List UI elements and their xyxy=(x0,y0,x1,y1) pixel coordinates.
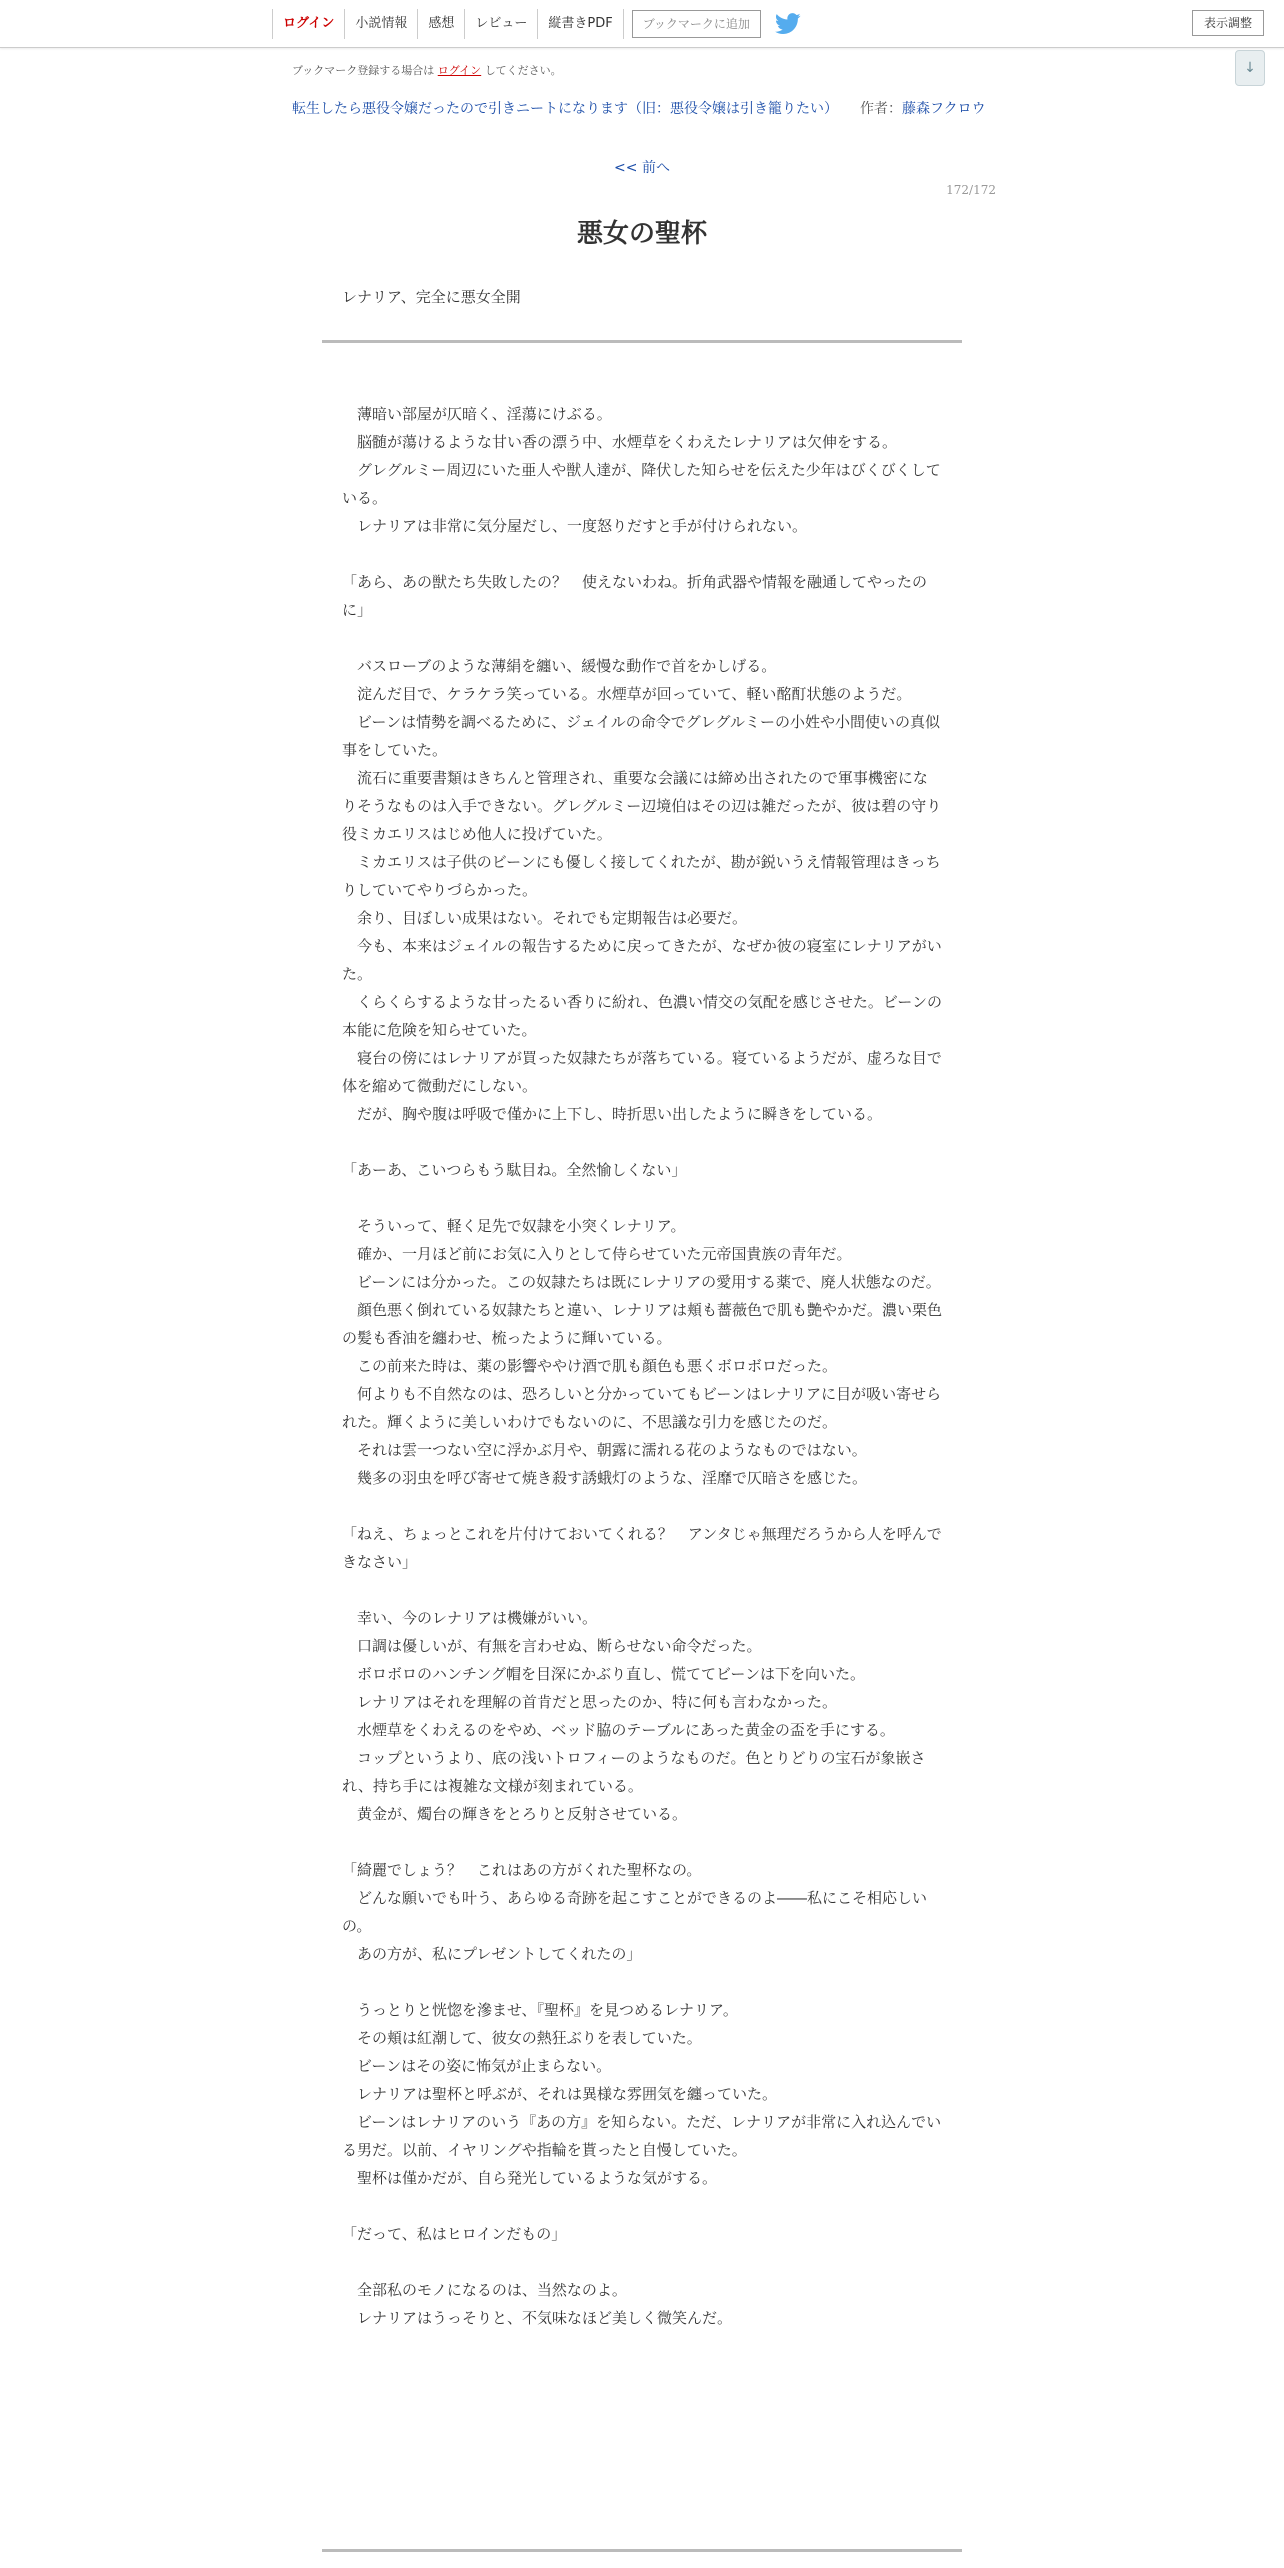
body-paragraph: だが、胸や腹は呼吸で僅かに上下し、時折思い出したように瞬きをしている。 xyxy=(342,1105,883,1123)
previous-chapter-link xyxy=(0,157,1284,177)
arrow-down-icon[interactable]: ↓ xyxy=(1235,50,1265,86)
blank-line xyxy=(342,1828,942,1856)
afterword-divider xyxy=(322,2549,962,2552)
preface-divider xyxy=(322,340,962,343)
body-paragraph: 「綺麗でしょう？ これはあの方がくれた聖杯なの。 xyxy=(342,1861,702,1879)
body-paragraph: 黄金が、燭台の輝きをとろりと反射させている。 xyxy=(342,1805,688,1823)
body-paragraph: 「あーあ、こいつらもう駄目ね。全然愉しくない」 xyxy=(342,1161,687,1179)
body-paragraph: ビーンはレナリアのいう『あの方』を知らない。ただ、レナリアが非常に入れ込んでいる男だ。以前、イヤリングや指輪を貰ったと自慢していた。 xyxy=(342,2113,942,2159)
body-paragraph: 薄暗い部屋が仄暗く、淫蕩にけぶる。 xyxy=(342,405,612,423)
body-paragraph: そういって、軽く足先で奴隷を小突くレナリア。 xyxy=(342,1217,686,1235)
blank-line xyxy=(342,2248,942,2276)
body-paragraph: ビーンはその姿に怖気が止まらない。 xyxy=(342,2057,612,2075)
blank-line xyxy=(342,624,942,652)
body-paragraph: それは雲一つない空に浮かぶ月や、朝露に濡れる花のようなものではない。 xyxy=(342,1441,867,1459)
body-paragraph: どんな願いでも叶う、あらゆる奇跡を起こすことができるのよ――私にこそ相応しいの。 xyxy=(342,1889,928,1935)
body-paragraph: 淀んだ目で、ケラケラ笑っている。水煙草が回っていて、軽い酩酊状態のようだ。 xyxy=(342,685,912,703)
body-paragraph: 寝台の傍にはレナリアが買った奴隷たちが落ちている。寝ているようだが、虚ろな目で体を縮めて微動だにしない。 xyxy=(342,1049,942,1095)
body-paragraph: 口調は優しいが、有無を言わせぬ、断らせない命令だった。 xyxy=(342,1637,762,1655)
body-paragraph: ビーンは情勢を調べるために、ジェイルの命令でグレグルミーの小姓や小間使いの真似事をしていた。 xyxy=(342,713,941,759)
nav-impressions-link[interactable]: 感想 xyxy=(417,9,464,39)
body-paragraph: 幸い、今のレナリアは機嫌がいい。 xyxy=(342,1609,598,1627)
chapter-body xyxy=(342,400,942,2332)
body-paragraph: その頬は紅潮して、彼女の熱狂ぶりを表していた。 xyxy=(342,2029,702,2047)
blank-line xyxy=(342,1576,942,1604)
body-paragraph: 脳髄が蕩けるような甘い香の漂う中、水煙草をくわえたレナリアは欠伸をする。 xyxy=(342,433,898,451)
body-paragraph: あの方が、私にプレゼントしてくれたの」 xyxy=(342,1945,642,1963)
body-paragraph: レナリアはそれを理解の首肯だと思ったのか、特に何も言わなかった。 xyxy=(342,1693,838,1711)
novel-title-link[interactable]: 転生したら悪役令嬢だったので引きニートになります（旧：悪役令嬢は引き籠りたい） xyxy=(292,101,838,117)
bookmark-note-login-link[interactable]: ログイン xyxy=(437,64,482,77)
body-paragraph: 流石に重要書類はきちんと管理され、重要な会議には締め出されたので軍事機密になりそうなものは入手できない。グレグルミー辺境伯はその辺は雑だったが、彼は碧の守り役ミカエリスはじめ他人に投げていた。 xyxy=(342,769,942,843)
body-paragraph: 顔色悪く倒れている奴隷たちと違い、レナリアは頬も薔薇色で肌も艶やかだ。濃い栗色の髪も香油を纏わせ、梳ったように輝いている。 xyxy=(342,1301,943,1347)
body-paragraph: 「だって、私はヒロインだもの」 xyxy=(342,2225,567,2243)
top-navigation-bar xyxy=(0,0,1284,48)
nav-review-link[interactable]: レビュー xyxy=(464,9,537,39)
nav-login-link[interactable]: ログイン xyxy=(272,9,344,39)
body-paragraph: グレグルミー周辺にいた亜人や獣人達が、降伏した知らせを伝えた少年はびくびくしている。 xyxy=(342,461,941,507)
author-name-link[interactable]: 藤森フクロウ xyxy=(902,101,986,117)
body-paragraph: 聖杯は僅かだが、自ら発光しているような気がする。 xyxy=(342,2169,718,2187)
chapter-preface: レナリア、完全に悪女全開 xyxy=(342,288,521,306)
body-paragraph: 余り、目ぼしい成果はない。それでも定期報告は必要だ。 xyxy=(342,909,748,927)
blank-line xyxy=(342,2192,942,2220)
body-paragraph: レナリアは非常に気分屋だし、一度怒りだすと手が付けられない。 xyxy=(342,517,808,535)
nav-vertical-pdf-link[interactable]: 縦書きPDF xyxy=(537,9,623,39)
body-paragraph: レナリアは聖杯と呼ぶが、それは異様な雰囲気を纏っていた。 xyxy=(342,2085,778,2103)
body-paragraph: 確か、一月ほど前にお気に入りとして侍らせていた元帝国貴族の青年だ。 xyxy=(342,1245,852,1263)
body-paragraph: この前来た時は、薬の影響ややけ酒で肌も顔色も悪くボロボロだった。 xyxy=(342,1357,838,1375)
blank-line xyxy=(342,1492,942,1520)
body-paragraph: バスローブのような薄絹を纏い、緩慢な動作で首をかしげる。 xyxy=(342,657,777,675)
body-paragraph: レナリアはうっそりと、不気味なほど美しく微笑んだ。 xyxy=(342,2309,733,2327)
bookmark-login-note xyxy=(292,62,562,78)
body-paragraph: 「ねえ、ちょっとこれを片付けておいてくれる？ アンタじゃ無理だろうから人を呼んできなさい」 xyxy=(342,1525,942,1571)
body-paragraph: 何よりも不自然なのは、恐ろしいと分かっていてもビーンはレナリアに目が吸い寄せられた。輝くように美しいわけでもないのに、不思議な引力を感じたのだ。 xyxy=(342,1385,942,1431)
nav-menu xyxy=(272,9,801,39)
body-paragraph: くらくらするような甘ったるい香りに紛れ、色濃い情交の気配を感じさせた。ビーンの本能に危険を知らせていた。 xyxy=(342,993,943,1039)
body-paragraph: 幾多の羽虫を呼び寄せて焼き殺す誘蛾灯のような、淫靡で仄暗さを感じた。 xyxy=(342,1469,868,1487)
blank-line xyxy=(342,1968,942,1996)
body-paragraph: 「あら、あの獣たち失敗したの？ 使えないわね。折角武器や情報を融通してやったのに」 xyxy=(342,573,928,619)
blank-line xyxy=(342,1184,942,1212)
body-paragraph: ボロボロのハンチング帽を目深にかぶり直し、慌ててビーンは下を向いた。 xyxy=(342,1665,866,1683)
twitter-bird-shape xyxy=(775,13,801,35)
body-paragraph: ビーンには分かった。この奴隷たちは既にレナリアの愛用する薬で、廃人状態なのだ。 xyxy=(342,1273,941,1291)
add-bookmark-button[interactable]: ブックマークに追加 xyxy=(632,10,761,38)
body-paragraph: うっとりと恍惚を滲ませ、『聖杯』を見つめるレナリア。 xyxy=(342,2001,738,2019)
author-info xyxy=(860,98,986,118)
bookmark-note-text: ブックマーク登録する場合は xyxy=(292,64,435,77)
body-paragraph: 水煙草をくわえるのをやめ、ベッド脇のテーブルにあった黄金の盃を手にする。 xyxy=(342,1721,895,1739)
display-settings-button[interactable]: 表示調整 xyxy=(1192,10,1264,36)
body-paragraph: コップというより、底の浅いトロフィーのようなものだ。色とりどりの宝石が象嵌され、持ち手には複雑な文様が刻まれている。 xyxy=(342,1749,926,1795)
author-label: 作者： xyxy=(860,101,902,117)
body-paragraph: 全部私のモノになるのは、当然なのよ。 xyxy=(342,2281,627,2299)
nav-novel-info-link[interactable]: 小説情報 xyxy=(344,9,417,39)
page-counter: 172/172 xyxy=(946,183,996,197)
chapter-title: 悪女の聖杯 xyxy=(576,219,707,249)
body-paragraph: ミカエリスは子供のビーンにも優しく接してくれたが、勘が鋭いうえ情報管理はきっちりしていてやりづらかった。 xyxy=(342,853,941,899)
blank-line xyxy=(342,1128,942,1156)
blank-line xyxy=(342,540,942,568)
bookmark-note-text-after: してください。 xyxy=(484,64,562,77)
previous-chapter-link-text[interactable]: << 前へ xyxy=(614,160,670,176)
twitter-bird-icon[interactable] xyxy=(775,13,801,35)
body-paragraph: 今も、本来はジェイルの報告するために戻ってきたが、なぜか彼の寝室にレナリアがいた。 xyxy=(342,937,942,983)
